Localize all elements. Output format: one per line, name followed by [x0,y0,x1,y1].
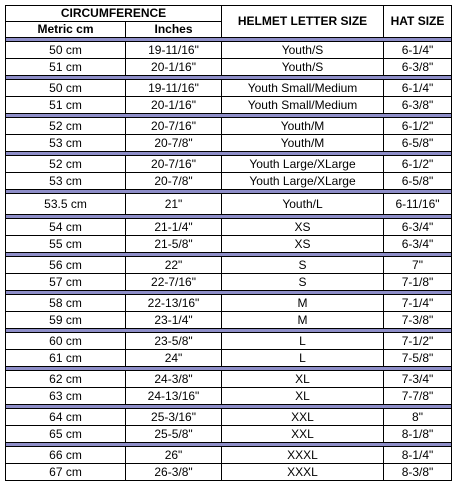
metric-cell: 64 cm [6,409,126,426]
metric-cell: 50 cm [6,42,126,59]
hat-size-cell: 7-7/8" [384,388,452,405]
helmet-size-cell: Youth/M [222,118,384,135]
helmet-size-cell: XL [222,388,384,405]
helmet-size-cell: M [222,295,384,312]
helmet-size-cell: Youth Small/Medium [222,80,384,97]
helmet-size-cell: S [222,257,384,274]
inches-cell: 20-7/8" [126,135,222,152]
inches-cell: 23-5/8" [126,333,222,350]
hat-size-cell: 7-5/8" [384,350,452,367]
hat-size-cell: 7-3/4" [384,371,452,388]
hat-size-cell: 6-1/2" [384,156,452,173]
metric-cell: 60 cm [6,333,126,350]
helmet-size-cell: Youth Small/Medium [222,97,384,114]
inches-cell: 22-7/16" [126,274,222,291]
helmet-size-header: HELMET LETTER SIZE [222,6,384,38]
hat-size-cell: 6-1/2" [384,118,452,135]
inches-cell: 21-5/8" [126,236,222,253]
hat-size-cell: 6-5/8" [384,173,452,190]
hat-size-cell: 6-1/4" [384,80,452,97]
helmet-size-cell: L [222,333,384,350]
helmet-size-cell: Youth Large/XLarge [222,156,384,173]
inches-cell: 20-1/16" [126,97,222,114]
hat-size-cell: 8-1/4" [384,447,452,464]
hat-size-cell: 8" [384,409,452,426]
inches-cell: 24-13/16" [126,388,222,405]
helmet-size-cell: Youth/L [222,194,384,215]
table-row [6,464,452,481]
table-row [6,156,452,173]
metric-cell: 58 cm [6,295,126,312]
hat-size-cell: 7-3/8" [384,312,452,329]
inches-cell: 25-5/8" [126,426,222,443]
inches-cell: 23-1/4" [126,312,222,329]
inches-cell: 25-3/16" [126,409,222,426]
helmet-size-cell: XXL [222,409,384,426]
table-row [6,219,452,236]
hat-size-cell: 6-3/4" [384,236,452,253]
table-row [6,135,452,152]
table-row [6,295,452,312]
size-chart-table [5,5,452,481]
helmet-size-cell: XXXL [222,464,384,481]
helmet-size-cell: XS [222,236,384,253]
metric-cell: 54 cm [6,219,126,236]
inches-cell: 22-13/16" [126,295,222,312]
inches-cell: 24-3/8" [126,371,222,388]
table-row [6,388,452,405]
hat-size-header: HAT SIZE [384,6,452,38]
metric-cell: 62 cm [6,371,126,388]
circumference-header: CIRCUMFERENCE [6,6,222,22]
table-row [6,59,452,76]
hat-size-cell: 6-5/8" [384,135,452,152]
metric-cell: 51 cm [6,97,126,114]
metric-cell: 53.5 cm [6,194,126,215]
helmet-size-cell: S [222,274,384,291]
metric-cell: 57 cm [6,274,126,291]
hat-size-cell: 8-3/8" [384,464,452,481]
table-row [6,312,452,329]
inches-cell: 22" [126,257,222,274]
helmet-size-cell: Youth/S [222,42,384,59]
metric-cell: 50 cm [6,80,126,97]
table-row [6,194,452,215]
inches-cell: 20-7/16" [126,156,222,173]
helmet-size-cell: M [222,312,384,329]
table-row [6,42,452,59]
metric-cell: 51 cm [6,59,126,76]
table-row [6,274,452,291]
inches-cell: 20-7/16" [126,118,222,135]
inches-cell: 26" [126,447,222,464]
table-row [6,350,452,367]
header-row-top [6,6,452,22]
inches-cell: 21-1/4" [126,219,222,236]
inches-cell: 19-11/16" [126,80,222,97]
table-row [6,236,452,253]
table-row [6,426,452,443]
metric-cell: 53 cm [6,135,126,152]
hat-size-cell: 7-1/4" [384,295,452,312]
helmet-size-cell: Youth/S [222,59,384,76]
inches-cell: 24" [126,350,222,367]
metric-cell: 63 cm [6,388,126,405]
metric-cell: 59 cm [6,312,126,329]
table-row [6,409,452,426]
hat-size-cell: 6-3/8" [384,59,452,76]
metric-header: Metric cm [6,22,126,38]
helmet-size-cell: XS [222,219,384,236]
helmet-size-cell: L [222,350,384,367]
inches-cell: 20-7/8" [126,173,222,190]
helmet-size-cell: XL [222,371,384,388]
metric-cell: 67 cm [6,464,126,481]
table-row [6,80,452,97]
metric-cell: 61 cm [6,350,126,367]
table-row [6,333,452,350]
hat-size-cell: 6-3/8" [384,97,452,114]
hat-size-cell: 6-3/4" [384,219,452,236]
inches-cell: 26-3/8" [126,464,222,481]
metric-cell: 55 cm [6,236,126,253]
table-row [6,97,452,114]
inches-cell: 19-11/16" [126,42,222,59]
hat-size-cell: 6-11/16" [384,194,452,215]
table-row [6,173,452,190]
metric-cell: 56 cm [6,257,126,274]
inches-cell: 21" [126,194,222,215]
inches-header: Inches [126,22,222,38]
hat-size-cell: 7-1/8" [384,274,452,291]
helmet-size-cell: Youth Large/XLarge [222,173,384,190]
hat-size-cell: 7-1/2" [384,333,452,350]
table-row [6,447,452,464]
metric-cell: 53 cm [6,173,126,190]
table-row [6,257,452,274]
hat-size-cell: 8-1/8" [384,426,452,443]
table-row [6,371,452,388]
helmet-size-cell: XXL [222,426,384,443]
helmet-size-cell: XXXL [222,447,384,464]
helmet-size-cell: Youth/M [222,135,384,152]
metric-cell: 52 cm [6,118,126,135]
size-chart-body [6,6,452,481]
hat-size-cell: 6-1/4" [384,42,452,59]
metric-cell: 52 cm [6,156,126,173]
inches-cell: 20-1/16" [126,59,222,76]
hat-size-cell: 7" [384,257,452,274]
metric-cell: 65 cm [6,426,126,443]
metric-cell: 66 cm [6,447,126,464]
table-row [6,118,452,135]
